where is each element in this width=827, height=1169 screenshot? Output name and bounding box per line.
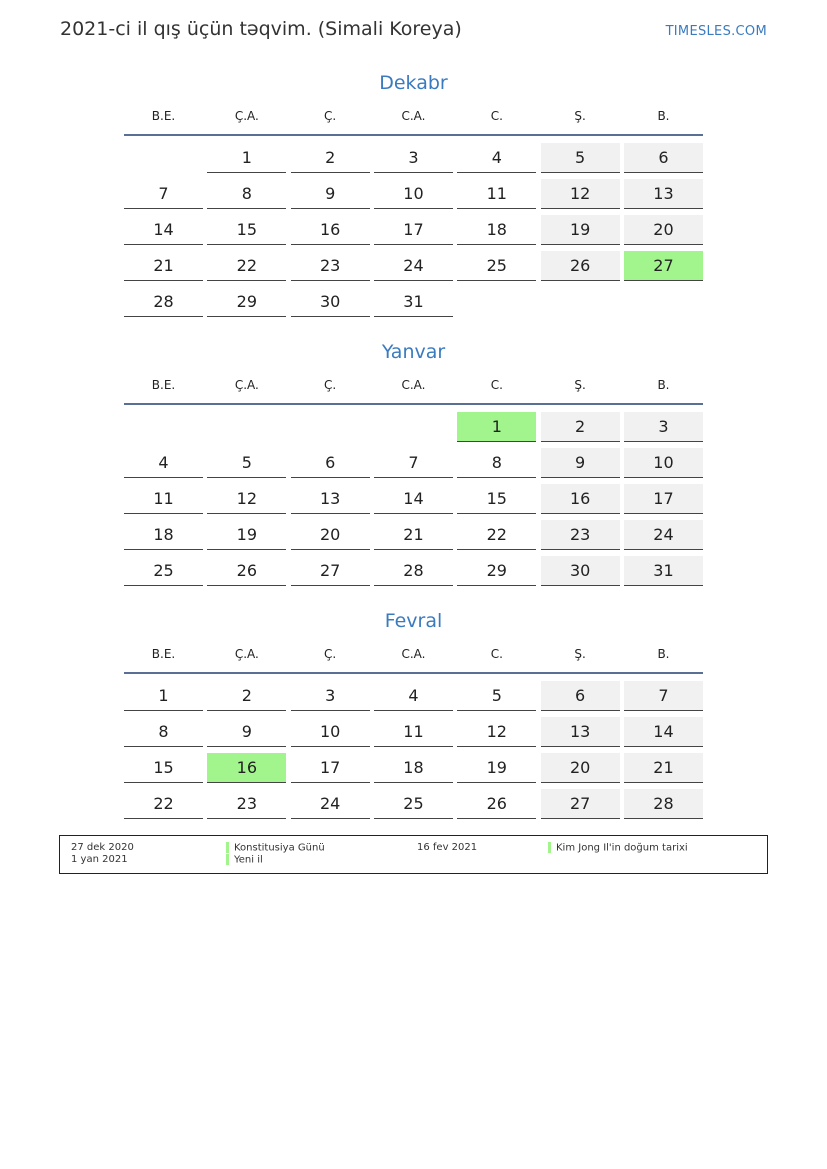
day-cell: 31: [624, 556, 703, 586]
weekday-label: C.: [490, 109, 503, 123]
weekday-header: [124, 375, 703, 405]
month-title: Dekabr: [379, 72, 448, 94]
day-cell: 31: [374, 287, 453, 317]
day-cell: 10: [374, 179, 453, 209]
weekday-label: Ç.A.: [234, 109, 259, 123]
weekday-label: Ç.A.: [234, 378, 259, 392]
weekday-label: B.E.: [151, 647, 176, 661]
day-cell: 2: [541, 412, 620, 442]
day-cell: 22: [124, 789, 203, 819]
day-cell: 25: [124, 556, 203, 586]
day-cell: 28: [124, 287, 203, 317]
day-cell: 3: [624, 412, 703, 442]
day-cell: 23: [541, 520, 620, 550]
empty-cell: [624, 287, 703, 317]
day-cell: 11: [374, 717, 453, 747]
day-cell: 19: [457, 753, 536, 783]
weekday-header: [124, 644, 703, 674]
day-cell: 4: [374, 681, 453, 711]
day-cell: 7: [374, 448, 453, 478]
day-cell: 18: [457, 215, 536, 245]
holiday-marker-icon: [226, 854, 229, 865]
day-cell: 14: [124, 215, 203, 245]
day-cell: 26: [541, 251, 620, 281]
legend-dates-left: [71, 842, 134, 866]
weekday-label: Ş.: [574, 378, 586, 392]
month-dekabr: [124, 70, 703, 317]
day-cell: 12: [541, 179, 620, 209]
day-cell: 19: [541, 215, 620, 245]
day-cell: 20: [624, 215, 703, 245]
day-cell: 3: [291, 681, 370, 711]
week-row: [124, 251, 703, 281]
day-cell: 22: [457, 520, 536, 550]
day-cell: 12: [457, 717, 536, 747]
week-row: [124, 681, 703, 711]
holiday-marker-icon: [226, 842, 229, 853]
month-title: Fevral: [384, 610, 443, 632]
day-cell: 20: [541, 753, 620, 783]
week-row: [124, 484, 703, 514]
day-cell: 29: [207, 287, 286, 317]
day-cell: 22: [207, 251, 286, 281]
week-row: [124, 143, 703, 173]
day-cell: 9: [207, 717, 286, 747]
brand-link[interactable]: TIMESLES.COM: [665, 24, 767, 39]
day-cell: 15: [124, 753, 203, 783]
legend-holiday-name: Yeni il: [234, 854, 263, 866]
day-cell: 26: [207, 556, 286, 586]
day-cell: 23: [207, 789, 286, 819]
page-title: 2021-ci il qış üçün təqvim. (Simali Koreya): [60, 18, 462, 40]
weekday-label: B.E.: [151, 378, 176, 392]
weekday-label: B.: [657, 109, 670, 123]
day-cell: 6: [541, 681, 620, 711]
day-cell: 30: [541, 556, 620, 586]
day-cell: 11: [124, 484, 203, 514]
weekday-label: Ç.: [324, 109, 337, 123]
day-cell: 8: [124, 717, 203, 747]
day-cell: 17: [374, 215, 453, 245]
day-cell: 16: [541, 484, 620, 514]
weekday-label: C.: [490, 647, 503, 661]
day-cell: 13: [624, 179, 703, 209]
day-cell: 2: [291, 143, 370, 173]
week-row: [124, 520, 703, 550]
day-cell: 5: [207, 448, 286, 478]
weekday-label: C.: [490, 378, 503, 392]
weekday-label: C.A.: [401, 378, 426, 392]
day-cell: 18: [124, 520, 203, 550]
day-cell: 25: [374, 789, 453, 819]
week-row: [124, 448, 703, 478]
weekday-header: [124, 106, 703, 136]
day-cell: 15: [457, 484, 536, 514]
day-cell: 4: [457, 143, 536, 173]
day-cell: 9: [541, 448, 620, 478]
empty-cell: [457, 287, 536, 317]
day-cell: 28: [374, 556, 453, 586]
day-cell: 14: [624, 717, 703, 747]
day-cell: 23: [291, 251, 370, 281]
day-cell: 20: [291, 520, 370, 550]
day-cell: 7: [124, 179, 203, 209]
day-cell: 10: [291, 717, 370, 747]
month-title: Yanvar: [381, 341, 446, 363]
day-cell: 19: [207, 520, 286, 550]
legend-names-right: [548, 842, 688, 854]
week-row: [124, 717, 703, 747]
day-cell: 11: [457, 179, 536, 209]
week-row: [124, 789, 703, 819]
day-cell: 25: [457, 251, 536, 281]
empty-cell: [124, 143, 203, 173]
empty-cell: [541, 287, 620, 317]
day-cell: 12: [207, 484, 286, 514]
day-cell: 6: [624, 143, 703, 173]
day-cell: 5: [541, 143, 620, 173]
day-cell: 14: [374, 484, 453, 514]
day-cell: 4: [124, 448, 203, 478]
day-cell: 17: [291, 753, 370, 783]
weekday-label: C.A.: [401, 109, 426, 123]
weekday-label: Ş.: [574, 109, 586, 123]
day-cell: 28: [624, 789, 703, 819]
day-cell: 17: [624, 484, 703, 514]
week-row: [124, 287, 703, 317]
legend-date: 1 yan 2021: [71, 854, 128, 865]
legend-holiday-name: Kim Jong Il'in doğum tarixi: [556, 842, 688, 854]
holiday-day-cell: 1: [457, 412, 536, 442]
month-fevral: [124, 608, 703, 819]
day-cell: 10: [624, 448, 703, 478]
day-cell: 13: [291, 484, 370, 514]
day-cell: 8: [457, 448, 536, 478]
day-cell: 21: [624, 753, 703, 783]
day-cell: 27: [541, 789, 620, 819]
weekday-label: Ç.: [324, 378, 337, 392]
day-cell: 27: [291, 556, 370, 586]
empty-cell: [291, 412, 370, 442]
day-cell: 7: [624, 681, 703, 711]
day-cell: 24: [374, 251, 453, 281]
day-cell: 15: [207, 215, 286, 245]
weekday-label: B.: [657, 647, 670, 661]
legend-date: 27 dek 2020: [71, 842, 134, 853]
empty-cell: [374, 412, 453, 442]
day-cell: 24: [624, 520, 703, 550]
day-cell: 5: [457, 681, 536, 711]
legend-dates-right: [417, 842, 477, 854]
day-cell: 21: [124, 251, 203, 281]
week-row: [124, 753, 703, 783]
legend-holiday-name: Konstitusiya Günü: [234, 842, 325, 854]
month-yanvar: [124, 339, 703, 586]
weekday-label: Ş.: [574, 647, 586, 661]
day-cell: 8: [207, 179, 286, 209]
day-cell: 2: [207, 681, 286, 711]
week-row: [124, 412, 703, 442]
empty-cell: [207, 412, 286, 442]
day-cell: 1: [207, 143, 286, 173]
week-row: [124, 556, 703, 586]
day-cell: 30: [291, 287, 370, 317]
day-cell: 21: [374, 520, 453, 550]
holiday-legend: [59, 835, 768, 874]
week-row: [124, 179, 703, 209]
legend-names-left: [226, 842, 325, 866]
day-cell: 16: [291, 215, 370, 245]
day-cell: 1: [124, 681, 203, 711]
week-row: [124, 215, 703, 245]
holiday-day-cell: 27: [624, 251, 703, 281]
holiday-marker-icon: [548, 842, 551, 853]
weekday-label: Ç.: [324, 647, 337, 661]
empty-cell: [124, 412, 203, 442]
holiday-day-cell: 16: [207, 753, 286, 783]
day-cell: 3: [374, 143, 453, 173]
weekday-label: Ç.A.: [234, 647, 259, 661]
weekday-label: B.E.: [151, 109, 176, 123]
legend-date: 16 fev 2021: [417, 842, 478, 853]
day-cell: 29: [457, 556, 536, 586]
day-cell: 18: [374, 753, 453, 783]
day-cell: 13: [541, 717, 620, 747]
day-cell: 26: [457, 789, 536, 819]
day-cell: 24: [291, 789, 370, 819]
day-cell: 6: [291, 448, 370, 478]
weekday-label: B.: [657, 378, 670, 392]
day-cell: 9: [291, 179, 370, 209]
weekday-label: C.A.: [401, 647, 426, 661]
